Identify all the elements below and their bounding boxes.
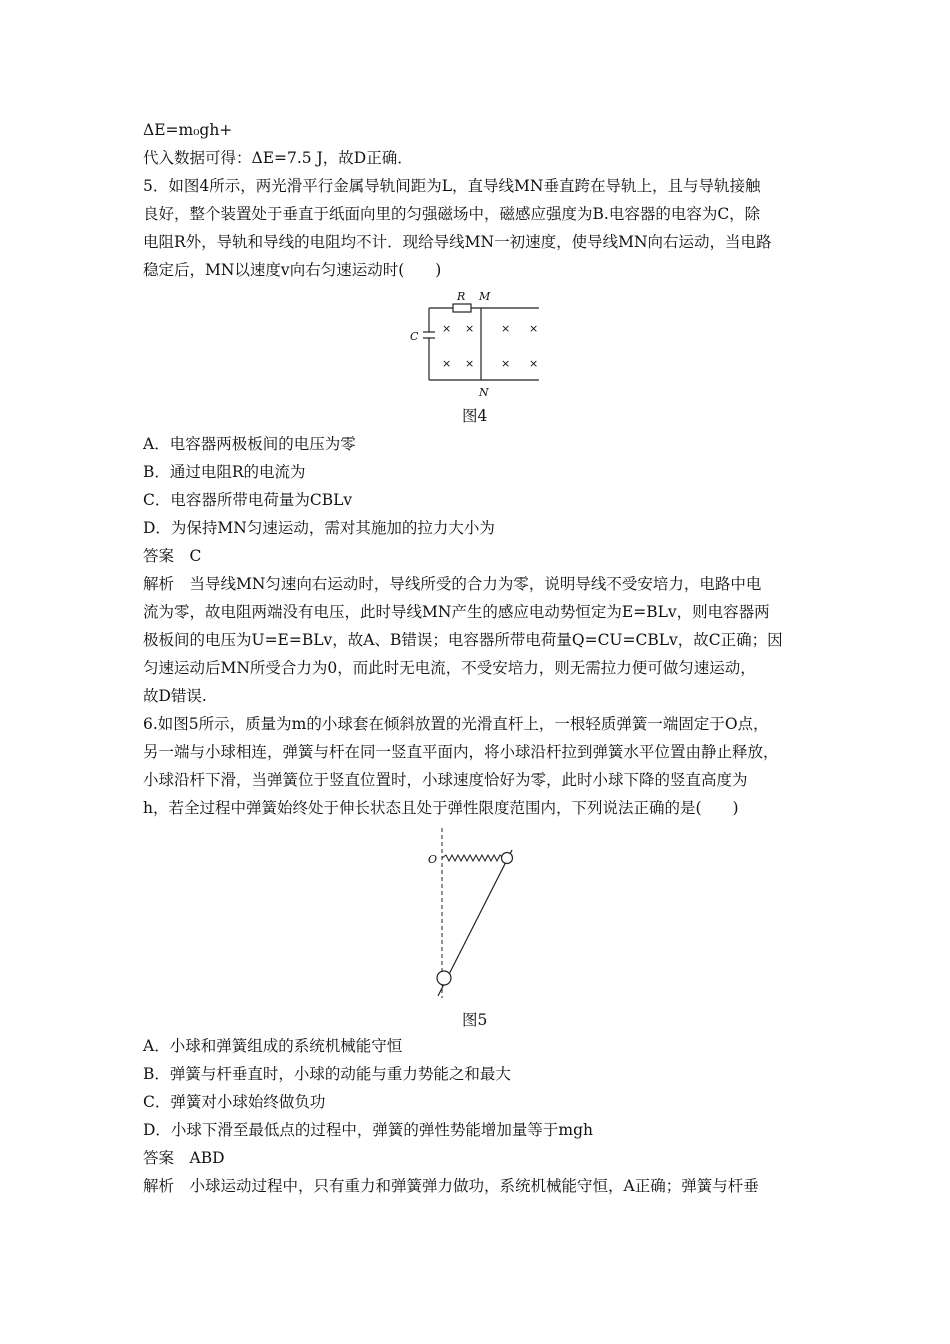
question-5-text: 稳定后，MN以速度v向右匀速运动时( ) xyxy=(143,261,442,279)
field-cross: × xyxy=(442,357,452,370)
text-line: ΔE=m₀gh+ xyxy=(143,121,233,139)
label-m: M xyxy=(479,290,491,303)
field-cross: × xyxy=(465,322,475,335)
ball-bottom xyxy=(437,971,451,985)
explanation: 流为零，故电阻两端没有电压，此时导线MN产生的感应电动势恒定为E=BLv，则电容器两 xyxy=(143,603,770,621)
field-cross: × xyxy=(529,357,539,370)
label-o: O xyxy=(428,853,438,866)
field-cross: × xyxy=(501,357,511,370)
explanation: 匀速运动后MN所受合力为0，而此时无电流，不受安培力，则无需拉力便可做匀速运动， xyxy=(143,659,756,677)
question-5-text: 良好，整个装置处于垂直于纸面向里的匀强磁场中，磁感应强度为B.电容器的电容为C，除 xyxy=(143,205,761,223)
label-r: R xyxy=(457,290,466,303)
explanation: 故D错误. xyxy=(143,687,207,705)
figure-4-caption: 图4 xyxy=(462,407,488,425)
answer: 答案 ABD xyxy=(143,1149,225,1167)
question-5-text: 5．如图4所示，两光滑平行金属导轨间距为L，直导线MN垂直跨在导轨上，且与导轨接触 xyxy=(143,177,761,195)
question-5-text: 电阻R外，导轨和导线的电阻均不计．现给导线MN一初速度，使导线MN向右运动，当电路 xyxy=(143,233,772,251)
resistor-r xyxy=(453,304,471,312)
label-c: C xyxy=(410,330,419,343)
question-6-text: 6.如图5所示，质量为m的小球套在倾斜放置的光滑直杆上，一根轻质弹簧一端固定于O点， xyxy=(143,715,769,733)
answer: 答案 C xyxy=(143,547,202,565)
option-d: D．小球下滑至最低点的过程中，弹簧的弹性势能增加量等于mgh xyxy=(143,1121,594,1139)
text-line: 代入数据可得：ΔE=7.5 J，故D正确． xyxy=(143,149,413,167)
field-cross: × xyxy=(529,322,539,335)
figure-5-spring-rod xyxy=(420,826,530,1002)
label-n: N xyxy=(479,386,489,399)
field-cross: × xyxy=(501,322,511,335)
option-c: C．电容器所带电荷量为CBLv xyxy=(143,491,353,509)
field-cross: × xyxy=(442,322,452,335)
question-6-text: 另一端与小球相连，弹簧与杆在同一竖直平面内，将小球沿杆拉到弹簧水平位置由静止释放， xyxy=(143,743,779,761)
explanation: 极板间的电压为U=E=BLv，故A、B错误；电容器所带电荷量Q=CU=CBLv，故C正确；因 xyxy=(143,631,783,649)
ball-top xyxy=(502,853,513,864)
spring xyxy=(442,855,503,861)
question-6-text: h，若全过程中弹簧始终处于伸长状态且处于弹性限度范围内，下列说法正确的是( ) xyxy=(143,799,739,817)
option-b: B．通过电阻R的电流为 xyxy=(143,463,306,481)
explanation: 解析 当导线MN匀速向右运动时，导线所受的合力为零，说明导线不受安培力，电路中电 xyxy=(143,575,762,593)
option-a: A．电容器两极板间的电压为零 xyxy=(143,435,356,453)
option-d: D．为保持MN匀速运动，需对其施加的拉力大小为 xyxy=(143,519,495,537)
question-6-text: 小球沿杆下滑，当弹簧位于竖直位置时，小球速度恰好为零，此时小球下降的竖直高度为 xyxy=(143,771,748,789)
option-c: C．弹簧对小球始终做负功 xyxy=(143,1093,326,1111)
figure-5-caption: 图5 xyxy=(462,1011,488,1029)
figure-4-circuit xyxy=(405,288,545,400)
option-b: B．弹簧与杆垂直时，小球的动能与重力势能之和最大 xyxy=(143,1065,511,1083)
option-a: A．小球和弹簧组成的系统机械能守恒 xyxy=(143,1037,403,1055)
explanation: 解析 小球运动过程中，只有重力和弹簧弹力做功，系统机械能守恒，A正确；弹簧与杆垂 xyxy=(143,1177,759,1195)
field-cross: × xyxy=(465,357,475,370)
